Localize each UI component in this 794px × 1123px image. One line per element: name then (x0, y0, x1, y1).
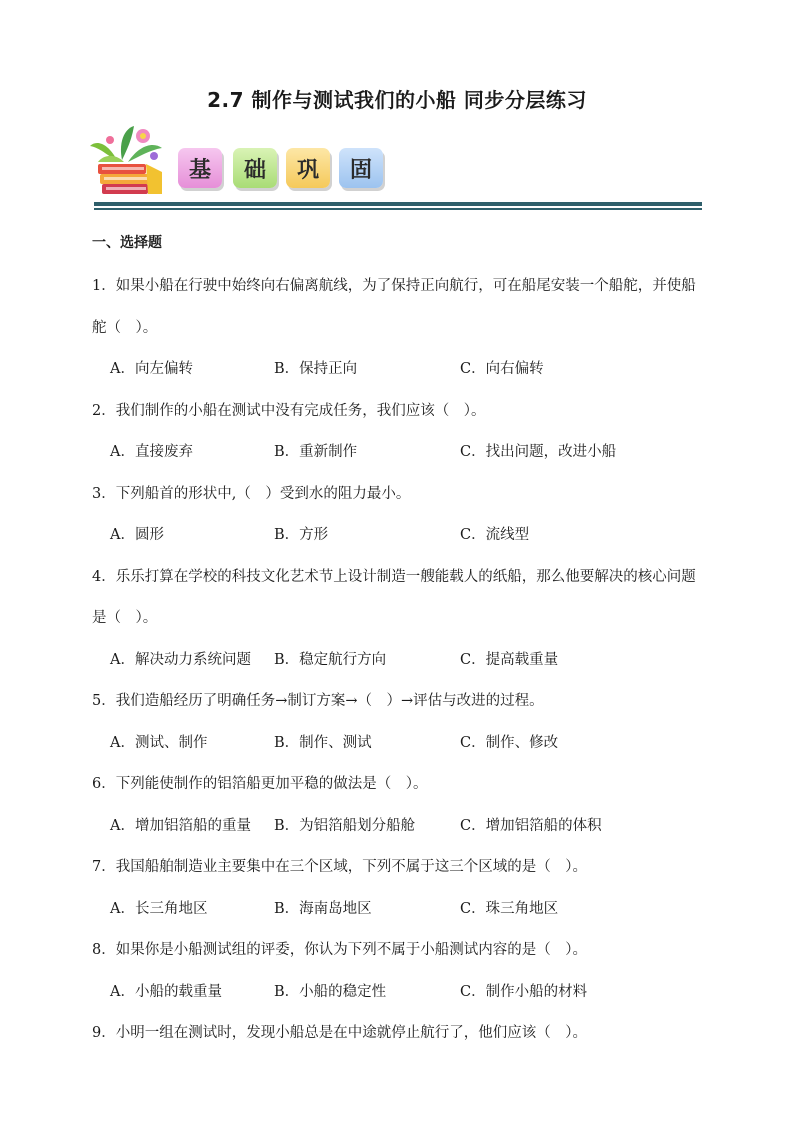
question-item (92, 764, 707, 847)
option-a: A．圆形 (110, 527, 164, 543)
question-text: 6．下列能使制作的铝箔船更加平稳的做法是（ ）。 (92, 776, 428, 792)
option-c: C．提高载重量 (460, 651, 559, 668)
question-item (92, 266, 707, 391)
option-b: B．为铝箔船划分船舱 (274, 817, 416, 834)
question-item (92, 930, 707, 1013)
question-text: 9．小明一组在测试时，发现小船总是在中途就停止航行了，他们应该（ ）。 (92, 1025, 587, 1041)
option-c: C．增加铝箔船的体积 (460, 817, 602, 834)
option-a: A．解决动力系统问题 (110, 651, 251, 668)
divider (94, 208, 702, 210)
answer-options (92, 349, 707, 391)
question-item (92, 557, 707, 682)
divider (94, 202, 702, 206)
answer-options (92, 972, 707, 1014)
answer-options (92, 515, 707, 557)
question-item (92, 1013, 707, 1055)
option-a: A．增加铝箔船的重量 (110, 817, 251, 834)
answer-options (92, 806, 707, 848)
option-c: C．找出问题，改进小船 (460, 444, 617, 460)
question-text: 4．乐乐打算在学校的科技文化艺术节上设计制造一艘能载人的纸船，那么他要解决的核心问题 (92, 568, 696, 585)
question-text: 5．我们造船经历了明确任务→制订方案→（ ）→评估与改进的过程。 (92, 693, 544, 709)
option-a: A．直接废弃 (110, 444, 193, 460)
answer-options (92, 432, 707, 474)
question-text-continued: 是（ ）。 (92, 610, 158, 626)
question-text: 1．如果小船在行驶中始终向右偏离航线，为了保持正向航行，可在船尾安装一个船舵，并使船 (92, 278, 696, 294)
option-b: B．方形 (274, 527, 329, 543)
banner-badge: 础 (233, 148, 277, 188)
option-c: C．向右偏转 (460, 361, 544, 377)
books-plant-illustration (88, 122, 168, 196)
question-item (92, 474, 707, 557)
option-a: A．向左偏转 (110, 361, 193, 377)
option-b: B．小船的稳定性 (274, 983, 387, 1000)
banner-badge: 基 (178, 148, 222, 188)
option-a: A．小船的载重量 (110, 983, 222, 1000)
page-title: 2.7 制作与测试我们的小船 同步分层练习 (207, 88, 587, 112)
option-c: C．制作小船的材料 (460, 983, 588, 1000)
answer-options (92, 723, 707, 765)
question-list (92, 266, 707, 1055)
answer-options (92, 640, 707, 682)
question-item (92, 391, 707, 474)
option-b: B．制作、测试 (274, 734, 372, 751)
option-b: B．海南岛地区 (274, 900, 372, 917)
option-c: C．制作、修改 (460, 734, 559, 751)
answer-options (92, 889, 707, 931)
option-a: A．长三角地区 (110, 900, 208, 917)
question-text: 3．下列船首的形状中,（ ）受到水的阻力最小。 (92, 485, 411, 502)
option-a: A．测试、制作 (110, 734, 208, 751)
question-text: 8．如果你是小船测试组的评委，你认为下列不属于小船测试内容的是（ ）。 (92, 942, 587, 958)
question-text-continued: 舵（ ）。 (92, 319, 158, 336)
question-text: 2．我们制作的小船在测试中没有完成任务，我们应该（ ）。 (92, 402, 486, 419)
question-text: 7．我国船舶制造业主要集中在三个区域，下列不属于这三个区域的是（ ）。 (92, 859, 587, 875)
option-b: B．稳定航行方向 (274, 651, 387, 668)
banner-badge: 固 (339, 148, 383, 188)
section-banner (88, 120, 708, 210)
option-c: C．流线型 (460, 527, 530, 543)
option-b: B．保持正向 (274, 361, 358, 377)
section-heading: 一、选择题 (92, 235, 162, 251)
question-item (92, 847, 707, 930)
option-c: C．珠三角地区 (460, 900, 559, 917)
question-item (92, 681, 707, 764)
option-b: B．重新制作 (274, 444, 358, 460)
banner-badge: 巩 (286, 148, 330, 188)
